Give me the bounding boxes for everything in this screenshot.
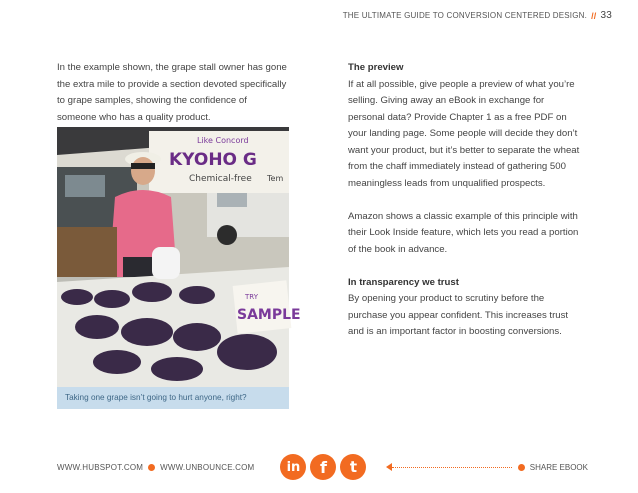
page-number: 33	[600, 10, 612, 21]
transparency-paragraph: By opening your product to scrutiny before the purchase you appear confident. This increases trust and is an important factor in boosting conversions.	[348, 293, 569, 337]
facebook-icon[interactable]: f	[310, 454, 336, 480]
amazon-paragraph: Amazon shows a classic example of this principle with their Look Inside feature, which lets you read a portion of the book in advance.	[348, 210, 579, 255]
share-ebook[interactable]	[518, 463, 588, 472]
sign-main: KYOHO G	[169, 150, 257, 170]
intro-paragraph: In the example shown, the grape stall owner has gone the extra mile to provide a section devoted specifically to grape samples, showing the confidence of someone who has a quality product.	[57, 62, 287, 123]
twitter-icon[interactable]: t	[340, 454, 366, 480]
sign-line-3: Tem	[267, 174, 284, 183]
sign-line-1: Like Concord	[197, 136, 249, 145]
dotted-arrow	[392, 467, 511, 468]
preview-paragraph: If at all possible, give people a preview of what you’re selling. Giving away an eBook in exchange for personal data? Provide Chapter 1 as a free PDF on your landing page. Some people will decide they don’t want your product, but it’s better to separate the wheat from the chaff immediately instead of gathering 500 meaningless leads from unqualified prospects.	[348, 78, 580, 189]
sign-line-2: Chemical-free	[189, 174, 252, 184]
guide-title: THE ULTIMATE GUIDE TO CONVERSION CENTERED DESIGN.	[342, 11, 588, 20]
sample-sign-top: TRY	[245, 293, 258, 301]
arrow-left-icon	[386, 463, 392, 471]
grape-stall-photo	[57, 127, 301, 387]
sample-sign-main: SAMPLE	[237, 307, 301, 323]
header-separator: //	[591, 10, 597, 21]
right-column	[348, 60, 580, 357]
footer	[57, 452, 588, 482]
social-links	[280, 454, 366, 480]
kyoho-sign	[149, 131, 289, 193]
share-ebook-label[interactable]: SHARE EBOOK	[529, 462, 588, 472]
unbounce-link[interactable]: WWW.UNBOUNCE.COM	[160, 462, 255, 472]
linkedin-icon[interactable]: in	[280, 454, 306, 480]
section-heading-transparency: In transparency we trust	[348, 276, 459, 288]
section-heading-preview: The preview	[348, 62, 404, 73]
running-header	[343, 10, 612, 21]
share-dot	[518, 464, 525, 471]
footer-dot	[148, 464, 155, 471]
photo-caption: Taking one grape isn’t going to hurt anyone, right?	[57, 387, 289, 409]
sample-sign	[233, 280, 301, 333]
hubspot-link[interactable]: WWW.HUBSPOT.COM	[57, 462, 144, 472]
